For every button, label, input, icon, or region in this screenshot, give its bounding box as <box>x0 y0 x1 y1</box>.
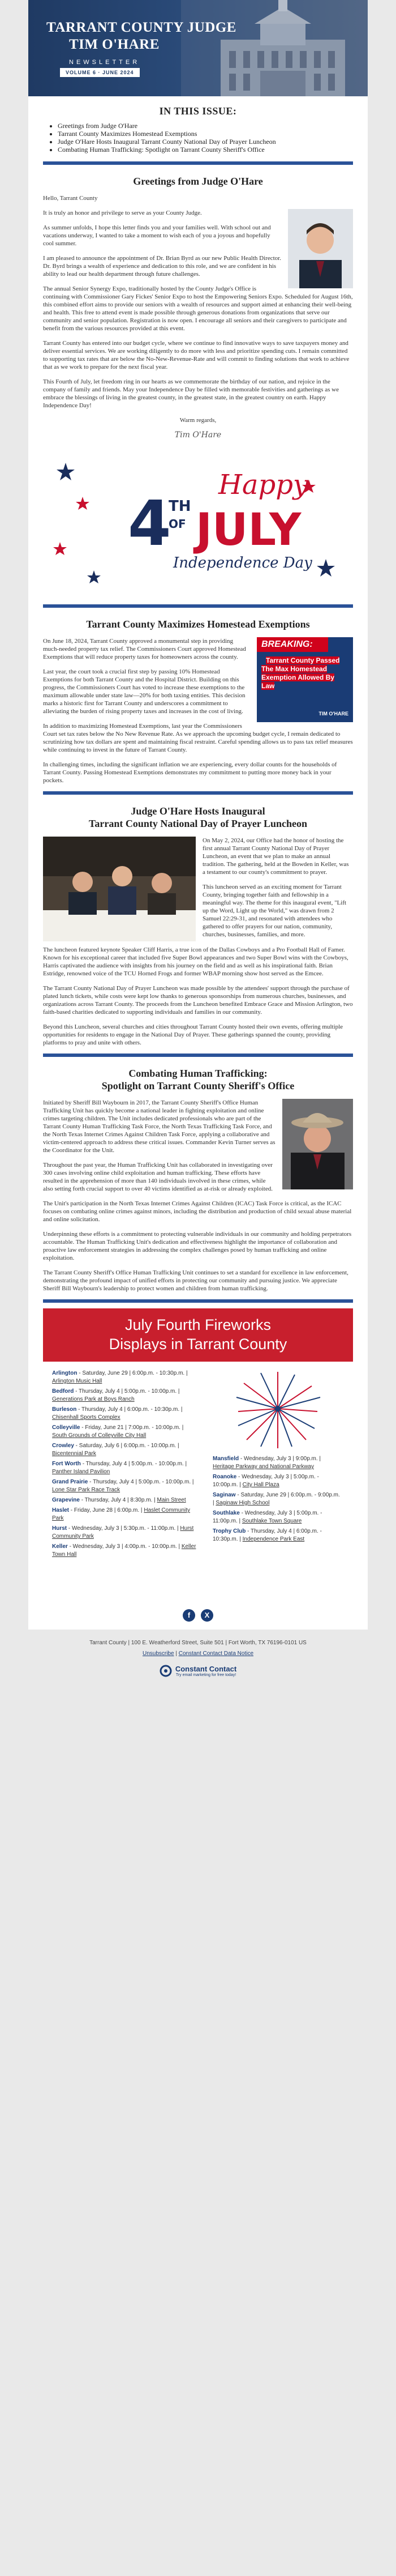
fireworks-place[interactable]: Haslet Community Park <box>52 1507 191 1521</box>
trafficking-heading <box>43 1067 353 1092</box>
fireworks-time: - Thursday, July 4 | 6:00p.m. - 10:30p.m. | <box>76 1406 183 1413</box>
breaking-text <box>257 652 353 695</box>
fireworks-place[interactable]: Arlington Music Hall <box>52 1378 102 1384</box>
greetings-p3: I am pleased to announce the appointment of Dr. Brian Byrd as our new Public Health Director. Dr. Byrd brings a wealth of experience and dedication to this role, and we are confident in his ability to lead our health department through future challenges. <box>43 255 281 278</box>
fireworks-time: - Friday, June 21 | 7:00p.m. - 10:00p.m. | <box>80 1425 184 1431</box>
trafficking-p2: Throughout the past year, the Human Trafficking Unit has collaborated in investigating over 300 cases involving online child exploitation and human trafficking. These efforts have resulted in the apprehension of more than 140 individuals involved in these crimes, while also setting forth crucial support to over 40 victims identified as at-risk or already exploited. <box>43 1162 273 1192</box>
data-notice-link[interactable]: Constant Contact Data Notice <box>178 1650 254 1657</box>
fireworks-time: - Wednesday, July 3 | 5:00p.m. - 11:00p.m. | <box>213 1510 322 1524</box>
fireworks-city: Bedford <box>52 1388 74 1394</box>
homestead-p3: In addition to maximizing Homestead Exemptions, last year the Commissioners Court set tax rates below the No New Revenue Rate. As we approach the upcoming budget cycle, I remain dedicated to scrutinizing how tax dollars are spent and maintaining fiscal restraint. Careful spending allows us to pass tax relief measures while continuing to invest in the future of Tarrant County. <box>43 723 353 753</box>
header-banner <box>28 0 368 96</box>
fireworks-entry <box>213 1528 343 1543</box>
volume-badge: VOLUME 6 · JUNE 2024 <box>60 68 140 77</box>
fireworks-time: - Wednesday, July 3 | 5:00p.m. - 10:00p.m. | <box>213 1474 319 1488</box>
issue-item: • Greetings from Judge O'Hare <box>58 122 351 130</box>
prayer-p4: The Tarrant County National Day of Prayer Luncheon was made possible by the attendees' support through the purchase of plated lunch tickets, while costs were kept low thanks to generous sponsorships from numerous churches, businesses, and organizations across Tarrant County. The proceeds from the Luncheon benefited Embrace Grace and Mission Arlington, two faith-based charities dedicated to supporting individuals and families in our community. <box>43 985 353 1016</box>
greetings-closing: Warm regards, <box>179 417 217 424</box>
trafficking-heading-line1: Combating Human Trafficking: <box>128 1068 268 1079</box>
fireworks-list-left <box>52 1370 196 1561</box>
fireworks-city: Roanoke <box>213 1474 237 1480</box>
fireworks-place[interactable]: Independence Park East <box>242 1536 305 1542</box>
prayer-heading <box>43 805 353 830</box>
happy-text: Happy <box>218 469 309 501</box>
greetings-p4: The annual Senior Synergy Expo, traditionally hosted by the County Judge's Office is continuing with Commissioner Gary Fickes' Senior Expo to host the Empowering Seniors Expo. Scheduled for August 16th, this combined effort aims to provide our seniors with a wealth of resources and support aimed at enhancing their well-being and health. This free to attend event is made possible through generous donations from organizations that serve our community and senior population. Registration is now open. I encourage all seniors and their caregivers to participate and benefit from the various resources provided at this event. <box>43 285 353 332</box>
fireworks-heading <box>43 1308 353 1362</box>
homestead-p2: Last year, the court took a crucial first step by passing 10% Homestead Exemptions for both Tarrant County and the Hospital District. Building on this progress, the Commissioners Court has voted to increase these exemptions to the maximum allowable under state law—20% for both taxing entities. This decision marks a historic first for Tarrant County and underscores a commitment to alleviating the burden of rising property taxes and increases in the cost of living. <box>43 668 246 715</box>
footer-separator: | <box>174 1650 179 1657</box>
trafficking-p3: The Unit's participation in the North Texas Internet Crimes Against Children (ICAC) Task Force is critical, as the ICAC focuses on combating online crimes against minors, including the distribution and production of child sexual abuse material and online solicitation. <box>43 1200 352 1223</box>
footer-address: Tarrant County | 100 E. Weatherford Street, Suite 501 | Fort Worth, TX 76196-0101 US <box>89 1640 307 1646</box>
sheriff-portrait <box>282 1099 353 1189</box>
issue-list <box>45 122 351 153</box>
fireworks-city: Haslet <box>52 1507 70 1513</box>
trafficking-p1: Initiated by Sheriff Bill Waybourn in 2017, the Tarrant County Sheriff's Office Human Trafficking Unit has quickly become a national leader in fighting exploitation and online crimes targeting children. The Unit includes dedicated professionals who are part of the Tarrant County Human Trafficking Task Force, the North Texas Trafficking Task Force, and the North Texas Internet Crimes Against Children Task Force, applying a collaborative and victim-centered approach to address these critical issues. Commander Kevin Turner serves as the Coordinator for the Unit. <box>43 1099 276 1154</box>
independence-day-text: Independence Day <box>173 555 312 572</box>
greetings-heading: Greetings from Judge O'Hare <box>133 176 263 187</box>
section-divider <box>43 604 353 608</box>
fireworks-city: Grapevine <box>52 1497 80 1503</box>
fireworks-entry <box>213 1509 343 1525</box>
fireworks-entry <box>52 1388 196 1404</box>
greetings-p6: This Fourth of July, let freedom ring in our hearts as we commemorate the birthday of our nation, and rejoice in the company of family and friends. May your Independence Day be filled with memorable festivities and gatherings as we embrace the blessings of living in the greatest county, in the greatest state, in the greatest country on earth. Happy Independence Day! <box>43 378 339 409</box>
footer-links <box>0 1650 396 1657</box>
fireworks-time: - Saturday, June 29 | 6:00p.m. - 10:30p.m. | <box>77 1370 188 1376</box>
judge-portrait <box>288 209 353 288</box>
fireworks-entry <box>52 1424 196 1440</box>
fireworks-entry <box>52 1460 196 1476</box>
fireworks-city: Fort Worth <box>52 1461 81 1467</box>
fireworks-place[interactable]: Hurst Community Park <box>52 1525 194 1539</box>
breaking-name: TIM O'HARE <box>318 711 348 716</box>
july-fourth-banner <box>43 446 353 599</box>
header-title <box>46 19 236 53</box>
issue-item: • Judge O'Hare Hosts Inaugural Tarrant County National Day of Prayer Luncheon <box>58 138 351 146</box>
fireworks-place[interactable]: Main Street <box>157 1497 186 1503</box>
fireworks-city: Grand Prairie <box>52 1479 88 1485</box>
fireworks-time: - Thursday, July 4 | 5:00p.m. - 10:00p.m. | <box>88 1479 194 1485</box>
constant-contact-logo[interactable] <box>160 1665 236 1677</box>
signature-text: Tim O'Hare <box>174 430 222 440</box>
fireworks-city: Southlake <box>213 1510 240 1516</box>
fireworks-place[interactable]: Chisenhall Sports Complex <box>52 1414 120 1421</box>
fireworks-city: Colleyville <box>52 1425 80 1431</box>
prayer-p5: Beyond this Luncheon, several churches and cities throughout Tarrant County hosted their own events, offering multiple opportunities for residents to engage in the National Day of Prayer. These gatherings spanned the county, providing platforms to pray and unite with others. <box>43 1023 343 1046</box>
greetings-p5: Tarrant County has entered into our budget cycle, where we continue to find innovative ways to save taxpayers money and deliver essential services. We are working diligently to do more with less and prioritize spending cuts. I remain committed to supporting tax rates that are below the No-New-Revenue-Rate and will commit to finding solutions that work to achieve that as we work to prepare for the next fiscal year. <box>43 340 350 370</box>
breaking-message: Tarrant County Passed The Max Homestead Exemption Allowed By Law <box>261 656 340 690</box>
fireworks-place[interactable]: Generations Park at Boys Ranch <box>52 1396 135 1402</box>
constant-contact-icon <box>160 1665 172 1677</box>
section-divider <box>43 1299 353 1303</box>
unsubscribe-link[interactable]: Unsubscribe <box>142 1650 174 1657</box>
fireworks-time: - Thursday, July 4 | 5:00p.m. - 10:00p.m. | <box>74 1388 180 1394</box>
prayer-section <box>28 837 368 1047</box>
constant-contact-name: Constant Contact <box>175 1665 237 1673</box>
july-text: JULY <box>196 505 302 556</box>
prayer-p3: The luncheon featured keynote Speaker Cliff Harris, a true icon of the Dallas Cowboys and a Pro Football Hall of Famer. Known for his exceptional career that included five Super Bowl appearances and two Super Bowl wins with the Cowboys, Harris captivated the audience with insights from his journey on the field and as well as his inspirational faith. Brian Estridge, renowned voice of the TCU Horned Frogs and former WBAP morning show host served as the Emcee. <box>43 946 348 977</box>
fireworks-place[interactable]: Saginaw High School <box>216 1500 270 1506</box>
fireworks-entry <box>52 1370 196 1385</box>
signature <box>43 431 353 439</box>
fireworks-city: Saginaw <box>213 1492 236 1498</box>
fireworks-time: - Saturday, June 29 | 6:00p.m. - 9:00p.m. | <box>213 1492 340 1506</box>
fireworks-graphic <box>213 1366 343 1451</box>
newsletter-label: NEWSLETTER <box>69 59 140 66</box>
trafficking-p5: The Tarrant County Sheriff's Office Human Trafficking Unit continues to set a standard for excellence in law enforcement, demonstrating the profound impact of unified efforts in protecting our community and pursuing justice. We appreciate Sheriff Bill Waybourn's leadership to protect women and children from human trafficking. <box>43 1269 348 1292</box>
section-divider <box>43 161 353 165</box>
fireworks-place[interactable]: Heritage Parkway and National Parkway <box>213 1464 314 1470</box>
issue-heading: IN THIS ISSUE: <box>159 105 237 117</box>
fireworks-entry <box>52 1406 196 1422</box>
trafficking-p4: Underpinning these efforts is a commitment to protecting vulnerable individuals in our community and holding perpetrators accountable. The Human Trafficking Unit's dedication and effectiveness highlight the importance of collaboration and proactive law enforcement strategies in addressing the complex challenges posed by human trafficking and online exploitation. <box>43 1231 352 1261</box>
fireworks-entry <box>52 1442 196 1458</box>
fireworks-heading-line1: July Fourth Fireworks <box>124 1316 272 1333</box>
fireworks-entry <box>213 1491 343 1507</box>
fireworks-place[interactable]: Bicentennial Park <box>52 1451 96 1457</box>
fireworks-city: Hurst <box>52 1525 67 1532</box>
fireworks-time: - Saturday, July 6 | 6:00p.m. - 10:00p.m. | <box>74 1443 179 1449</box>
greetings-salutation: Hello, Tarrant County <box>43 195 98 202</box>
of-text: OF <box>169 517 186 531</box>
fireworks-city: Burleson <box>52 1406 77 1413</box>
prayer-heading-line1: Judge O'Hare Hosts Inaugural <box>131 805 265 817</box>
fireworks-city: Arlington <box>52 1370 78 1376</box>
fireworks-place[interactable]: Panther Island Pavilion <box>52 1469 110 1475</box>
constant-contact-tagline: Try email marketing for free today! <box>175 1673 236 1677</box>
breaking-label: BREAKING: <box>257 637 328 652</box>
fireworks-place[interactable]: City Hall Plaza <box>242 1482 279 1488</box>
fireworks-city: Keller <box>52 1543 68 1550</box>
fireworks-heading-line2: Displays in Tarrant County <box>109 1336 287 1353</box>
fireworks-place[interactable]: Keller Town Hall <box>52 1543 196 1558</box>
fireworks-list-right <box>213 1455 343 1546</box>
footer <box>0 1630 396 1696</box>
greetings-p1: It is truly an honor and privilege to serve as your County Judge. <box>43 210 202 216</box>
fireworks-body <box>43 1362 353 1591</box>
fireworks-entry <box>213 1473 343 1489</box>
fireworks-time: - Thursday, July 4 | 5:00p.m. - 10:00p.m. | <box>80 1461 187 1467</box>
prayer-p1: On May 2, 2024, our Office had the honor of hosting the first annual Tarrant County National Day of Prayer Luncheon, an event that we plan to make an annual tradition. The gathering, held at the Bowden in Keller, was a testament to our county's commitment to prayer. <box>203 837 349 876</box>
fireworks-place[interactable]: South Grounds of Colleyville City Hall <box>52 1432 147 1439</box>
fireworks-time: - Wednesday, July 3 | 5:30p.m. - 11:00p.m. | <box>67 1525 180 1532</box>
prayer-p2: This luncheon served as an exciting moment for Tarrant County, bringing together faith and fellowship in a meaningful way. The theme for this inaugural event, "Lift up the Word, Light up the World," was drawn from 2 Samuel 22:29-31, and resonated with attendees who gathered to offer prayers for our nation, community, churches, businesses, families, and more. <box>203 884 347 938</box>
greetings-p2: As summer unfolds, I hope this letter finds you and your families well. With school out and vacations underway, I wanted to take a moment to wish each of you a joyous and hopefully cool summer. <box>43 224 271 247</box>
th-text: TH <box>169 498 191 515</box>
fireworks-section <box>43 1308 353 1591</box>
fireworks-time: - Wednesday, July 3 | 4:00p.m. - 10:00p.m. | <box>67 1543 182 1550</box>
fireworks-entry <box>52 1543 196 1559</box>
fireworks-entry <box>52 1525 196 1541</box>
fireworks-entry <box>52 1507 196 1522</box>
fireworks-time: - Friday, June 28 | 6:00p.m. | <box>69 1507 144 1513</box>
header-title-line2: TIM O'HARE <box>69 37 160 52</box>
breaking-news-graphic <box>257 637 353 722</box>
fireworks-time: - Wednesday, July 3 | 9:00p.m. | <box>239 1456 321 1462</box>
fireworks-entry <box>213 1455 343 1471</box>
section-divider <box>43 1054 353 1057</box>
header-title-line1: TARRANT COUNTY JUDGE <box>46 20 236 35</box>
fireworks-place[interactable]: Southlake Town Square <box>242 1518 302 1524</box>
fireworks-city: Mansfield <box>213 1456 239 1462</box>
fireworks-place[interactable]: Lone Star Park Race Track <box>52 1487 120 1493</box>
trafficking-section <box>28 1099 368 1299</box>
social-links <box>28 1597 368 1630</box>
luncheon-photo <box>43 837 196 941</box>
homestead-heading: Tarrant County Maximizes Homestead Exemptions <box>86 619 310 630</box>
july-fourth-graphic <box>43 446 353 599</box>
fireworks-entry <box>52 1496 196 1504</box>
in-this-issue <box>28 96 368 161</box>
fireworks-entry <box>52 1478 196 1494</box>
homestead-p1: On June 18, 2024, Tarrant County approved a monumental step in providing much-needed property tax relief. The Commissioners Court approved Homestead Exemptions that will reduce property taxes for homeowners across the county. <box>43 638 246 660</box>
facebook-icon[interactable]: f <box>183 1609 195 1622</box>
prayer-heading-line2: Tarrant County National Day of Prayer Luncheon <box>88 818 307 829</box>
fireworks-city: Crowley <box>52 1443 74 1449</box>
issue-item: • Combating Human Trafficking: Spotlight on Tarrant County Sheriff's Office <box>58 146 351 153</box>
issue-item: • Tarrant County Maximizes Homestead Exemptions <box>58 130 351 138</box>
greetings-section <box>28 194 368 439</box>
homestead-section <box>28 637 368 791</box>
homestead-p4: In challenging times, including the significant inflation we are experiencing, every dollar counts for the households of Tarrant County. Passing Homestead Exemptions demonstrates my commitment to putting more money back in your pockets. <box>43 761 337 784</box>
newsletter <box>28 0 368 1630</box>
x-twitter-icon[interactable]: X <box>201 1609 213 1622</box>
fireworks-time: - Thursday, July 4 | 8:30p.m. | <box>79 1497 157 1503</box>
fireworks-time: - Thursday, July 4 | 6:00p.m. - 10:30p.m. | <box>213 1528 322 1542</box>
four-text: 4 <box>128 487 171 560</box>
section-divider <box>43 791 353 795</box>
fireworks-city: Trophy Club <box>213 1528 246 1534</box>
trafficking-heading-line2: Spotlight on Tarrant County Sheriff's Office <box>101 1080 295 1091</box>
